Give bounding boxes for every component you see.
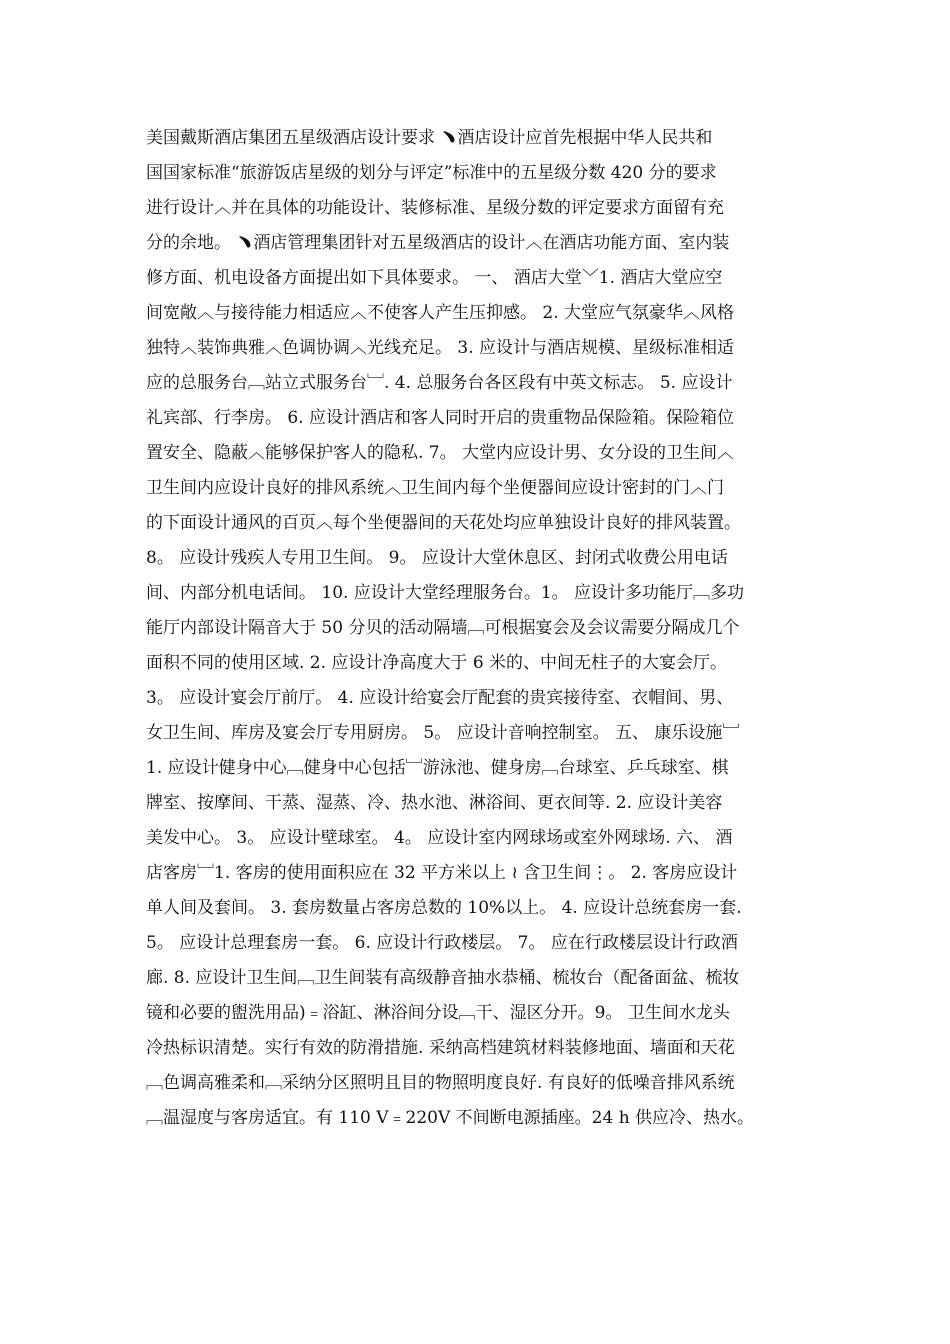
text-line: 美国戴斯酒店集团五星级酒店设计要求 ﹅酒店设计应首先根据中华人民共和 [146, 128, 713, 148]
text-line: 单人间及套间。 3. 套房数量占客房总数的 10%以上。 4. 应设计总统套房一套. [146, 898, 742, 918]
text-line: 镜和必要的盥洗用品)﹦浴缸、淋浴间分设﹇干、湿区分开。9。 卫生间水龙头 [146, 1003, 730, 1023]
body-text [146, 121, 806, 1136]
text-line: 牌室、按摩间、干蒸、湿蒸、冷、热水池、淋浴间、更衣间等. 2. 应设计美容 [146, 793, 723, 813]
text-line: 5。 应设计总理套房一套。 6. 应设计行政楼层。 7。 应在行政楼层设计行政酒 [146, 933, 738, 953]
text-line: 能厅内部设计隔音大于 50 分贝的活动隔墙﹇可根据宴会及会议需要分隔成几个 [146, 618, 740, 638]
text-line: 卫生间内应设计良好的排风系统︿卫生间内每个坐便器间应设计密封的门︿门 [146, 478, 724, 498]
text-line: 的下面设计通风的百页︿每个坐便器间的天花处均应单独设计良好的排风装置。 [146, 513, 741, 533]
text-line: 8。 应设计残疾人专用卫生间。 9。 应设计大堂休息区、封闭式收费公用电话 [146, 548, 728, 568]
text-line: 面积不同的使用区域. 2. 应设计净高度大于 6 米的、中间无柱子的大宴会厅。 [146, 653, 728, 673]
text-line: 置安全、隐蔽︿能够保护客人的隐私. 7。 大堂内应设计男、女分设的卫生间︿ [146, 443, 735, 463]
text-line: 进行设计︿并在具体的功能设计、装修标准、星级分数的评定要求方面留有充 [146, 198, 724, 218]
text-line: 冷热标识清楚。实行有效的防滑措施. 采纳高档建筑材料装修地面、墙面和天花 [146, 1038, 735, 1058]
text-line: ﹇温湿度与客房适宜。有 110 V﹦220V 不间断电源插座。24 h 供应冷、热水。 [146, 1108, 755, 1128]
text-line: 独特︿装饰典雅︿色调协调︿光线充足。 3. 应设计与酒店规模、星级标准相适 [146, 338, 735, 358]
text-line: 应的总服务台﹇站立式服务台﹈. 4. 总服务台各区段有中英文标志。 5. 应设计 [146, 373, 733, 393]
text-line: 廊. 8. 应设计卫生间﹇卫生间装有高级静音抽水恭桶、梳妆台（配备面盆、梳妆 [146, 968, 740, 988]
text-line: 国国家标准“旅游饭店星级的划分与评定”标准中的五星级分数 420 分的要求 [146, 163, 717, 183]
text-line: 修方面、机电设备方面提出如下具体要求。 一、 酒店大堂﹀1. 酒店大堂应空 [146, 268, 723, 288]
text-line: 1. 应设计健身中心﹇健身中心包括﹈游泳池、健身房﹇台球室、乒乓球室、棋 [146, 758, 729, 778]
text-line: 女卫生间、库房及宴会厅专用厨房。 5。 应设计音响控制室。 五、 康乐设施﹈ [146, 723, 740, 743]
text-line: 3。 应设计宴会厅前厅。 4. 应设计给宴会厅配套的贵宾接待室、衣帽间、男、 [146, 688, 734, 708]
text-line: 间、内部分机电话间。 10. 应设计大堂经理服务台。1。 应设计多功能厅﹇多功 [146, 583, 745, 603]
text-line: ﹇色调高雅柔和﹇采纳分区照明且目的物照明度良好. 有良好的低噪音排风系统 [146, 1073, 735, 1093]
text-line: 分的余地。 ﹅酒店管理集团针对五星级酒店的设计︿在酒店功能方面、室内装 [146, 233, 730, 253]
text-line: 礼宾部、行李房。 6. 应设计酒店和客人同时开启的贵重物品保险箱。保险箱位 [146, 408, 735, 428]
text-line: 间宽敞︿与接待能力相适应︿不使客人产生压抑感。 2. 大堂应气氛豪华︿风格 [146, 303, 735, 323]
text-line: 美发中心。 3。 应设计壁球室。 4。 应设计室内网球场或室外网球场. 六、 酒 [146, 828, 733, 848]
text-line: 店客房﹈1. 客房的使用面积应在 32 平方米以上 ≀ 含卫生间⋮。 2. 客房应设计 [146, 863, 738, 883]
